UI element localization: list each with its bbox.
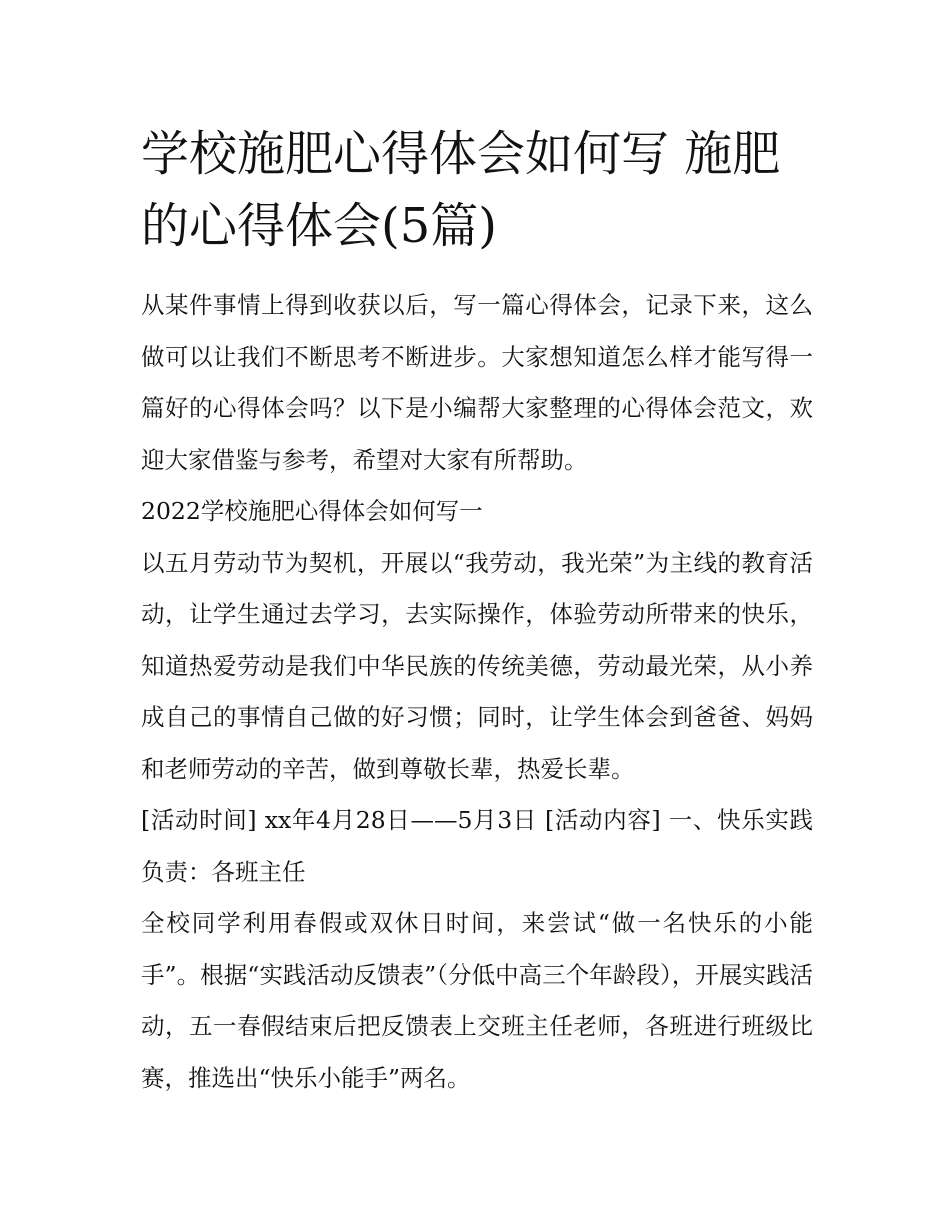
document-title: 学校施肥心得体会如何写 施肥的心得体会(5篇) (141, 126, 781, 254)
body-paragraph-1: 以五月劳动节为契机，开展以“我劳动，我光荣”为主线的教育活动，让学生通过去学习，去实际操作，体验劳动所带来的快乐，知道热爱劳动是我们中华民族的传统美德，劳动最光荣，从小养成自己的事情自己做的好习惯；同时，让学生体会到爸爸、妈妈和老师劳动的辛苦，做到尊敬长辈，热爱长辈。 (141, 548, 813, 783)
section-heading: 2022学校施肥心得体会如何写一 (141, 497, 483, 525)
body-paragraph-3: 全校同学利用春假或双休日时间，来尝试“做一名快乐的小能手”。根据“实践活动反馈表”（分低中高三个年龄段），开展实践活动，五一春假结束后把反馈表上交班主任老师，各班进行班级比赛，推选出“快乐小能手”两名。 (141, 909, 813, 1092)
intro-paragraph: 从某件事情上得到收获以后，写一篇心得体会，记录下来，这么做可以让我们不断思考不断进步。大家想知道怎么样才能写得一篇好的心得体会吗？以下是小编帮大家整理的心得体会范文，欢迎大家借鉴与参考，希望对大家有所帮助。 (141, 291, 813, 474)
body-paragraph-2: [活动时间] xx年4月28日——5月3日 [活动内容] 一、快乐实践负责：各班主任 (141, 806, 813, 886)
document-page (141, 118, 813, 1104)
